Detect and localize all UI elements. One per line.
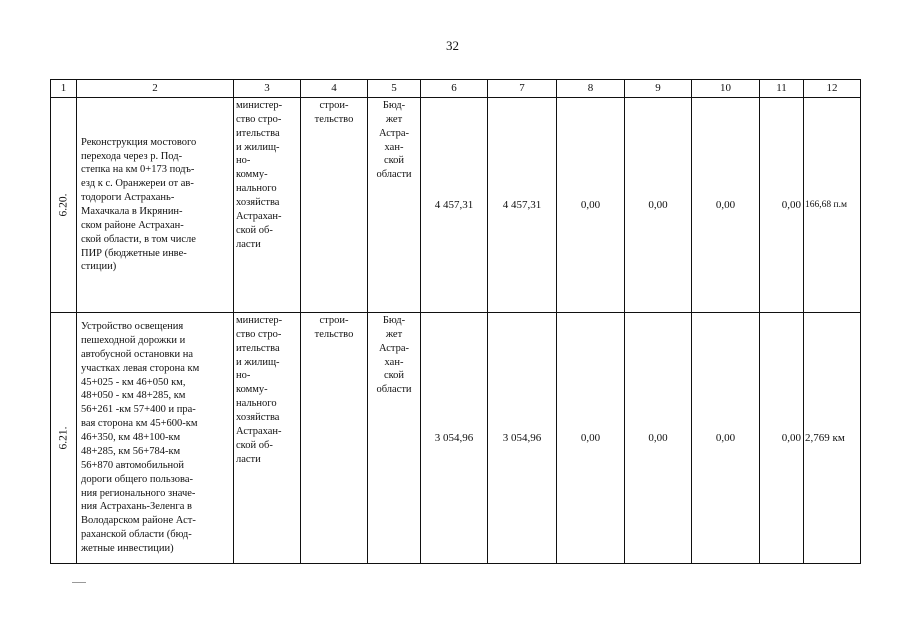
row-budget-source: Бюд- жет Астра- хан- ской области	[376, 100, 412, 181]
value-col-12: 2,769 км	[804, 313, 861, 564]
header-col-5: 5	[368, 80, 421, 98]
row-ministry: министер- ство стро- ительства и жилищ- но- комму- нального хозяйства Астрахан- ской об- ласти	[236, 100, 283, 250]
header-col-9: 9	[625, 80, 692, 98]
ministry-cell	[234, 98, 301, 313]
budget-table	[50, 79, 861, 564]
work-type-cell	[301, 98, 368, 313]
value-col-10: 0,00	[692, 98, 760, 313]
header-col-8: 8	[557, 80, 625, 98]
header-col-6: 6	[421, 80, 488, 98]
work-type-cell	[301, 313, 368, 564]
row-number: 6.20.	[56, 193, 69, 217]
value-col-8: 0,00	[557, 313, 625, 564]
value-col-11: 0,00	[760, 313, 804, 564]
value-col-11: 0,00	[760, 98, 804, 313]
value-col-7: 4 457,31	[488, 98, 557, 313]
value-col-10: 0,00	[692, 313, 760, 564]
row-work-type: строи- тельство	[314, 100, 354, 125]
scan-mark	[72, 582, 86, 583]
header-col-10: 10	[692, 80, 760, 98]
value-col-12: 166,68 п.м	[804, 98, 861, 313]
row-budget-source: Бюд- жет Астра- хан- ской области	[376, 315, 412, 396]
value-col-6: 4 457,31	[421, 98, 488, 313]
row-work-type: строи- тельство	[314, 315, 354, 340]
table-row	[51, 313, 861, 564]
row-number-cell	[51, 313, 77, 564]
header-col-1: 1	[51, 80, 77, 98]
header-col-11: 11	[760, 80, 804, 98]
header-row	[51, 80, 861, 98]
value-col-9: 0,00	[625, 313, 692, 564]
row-description: Устройство освещения пешеходной дорожки и автобусной остановки на участках левая сторона км 45+025 - км 46+050 км, 48+050 - км 48+285, км 56+261 -км 57+400 и пра- вая сторона км 45+600-км 46+350, км 48+100-км 48+285, км 56+784-км 56+870 автомобильной дороги общего пользова- ния регионального значе- ния Астрахань-Зеленга в Володарском районе Аст- раханской области (бюд- жетные инвестиции)	[81, 321, 200, 554]
table-row	[51, 98, 861, 313]
description-cell	[77, 98, 234, 313]
page-number: 32	[446, 38, 459, 53]
row-number-cell	[51, 98, 77, 313]
value-col-9: 0,00	[625, 98, 692, 313]
value-col-8: 0,00	[557, 98, 625, 313]
row-number: 6.21.	[56, 426, 69, 450]
ministry-cell	[234, 313, 301, 564]
header-col-3: 3	[234, 80, 301, 98]
budget-source-cell	[368, 313, 421, 564]
description-cell	[77, 313, 234, 564]
header-col-4: 4	[301, 80, 368, 98]
budget-source-cell	[368, 98, 421, 313]
row-description: Реконструкция мостового перехода через р. Под- степка на км 0+173 подъ- езд к с. Оранжереи от ав- тодороги Астрахань- Махачкала в Икрянин- ском районе Астрахан- ской области, в том числе ПИР (бюджетные инве- стиции)	[81, 136, 197, 273]
header-col-7: 7	[488, 80, 557, 98]
header-col-2: 2	[77, 80, 234, 98]
value-col-7: 3 054,96	[488, 313, 557, 564]
header-col-12: 12	[804, 80, 861, 98]
value-col-6: 3 054,96	[421, 313, 488, 564]
row-ministry: министер- ство стро- ительства и жилищ- но- комму- нального хозяйства Астрахан- ской об- ласти	[236, 315, 283, 465]
